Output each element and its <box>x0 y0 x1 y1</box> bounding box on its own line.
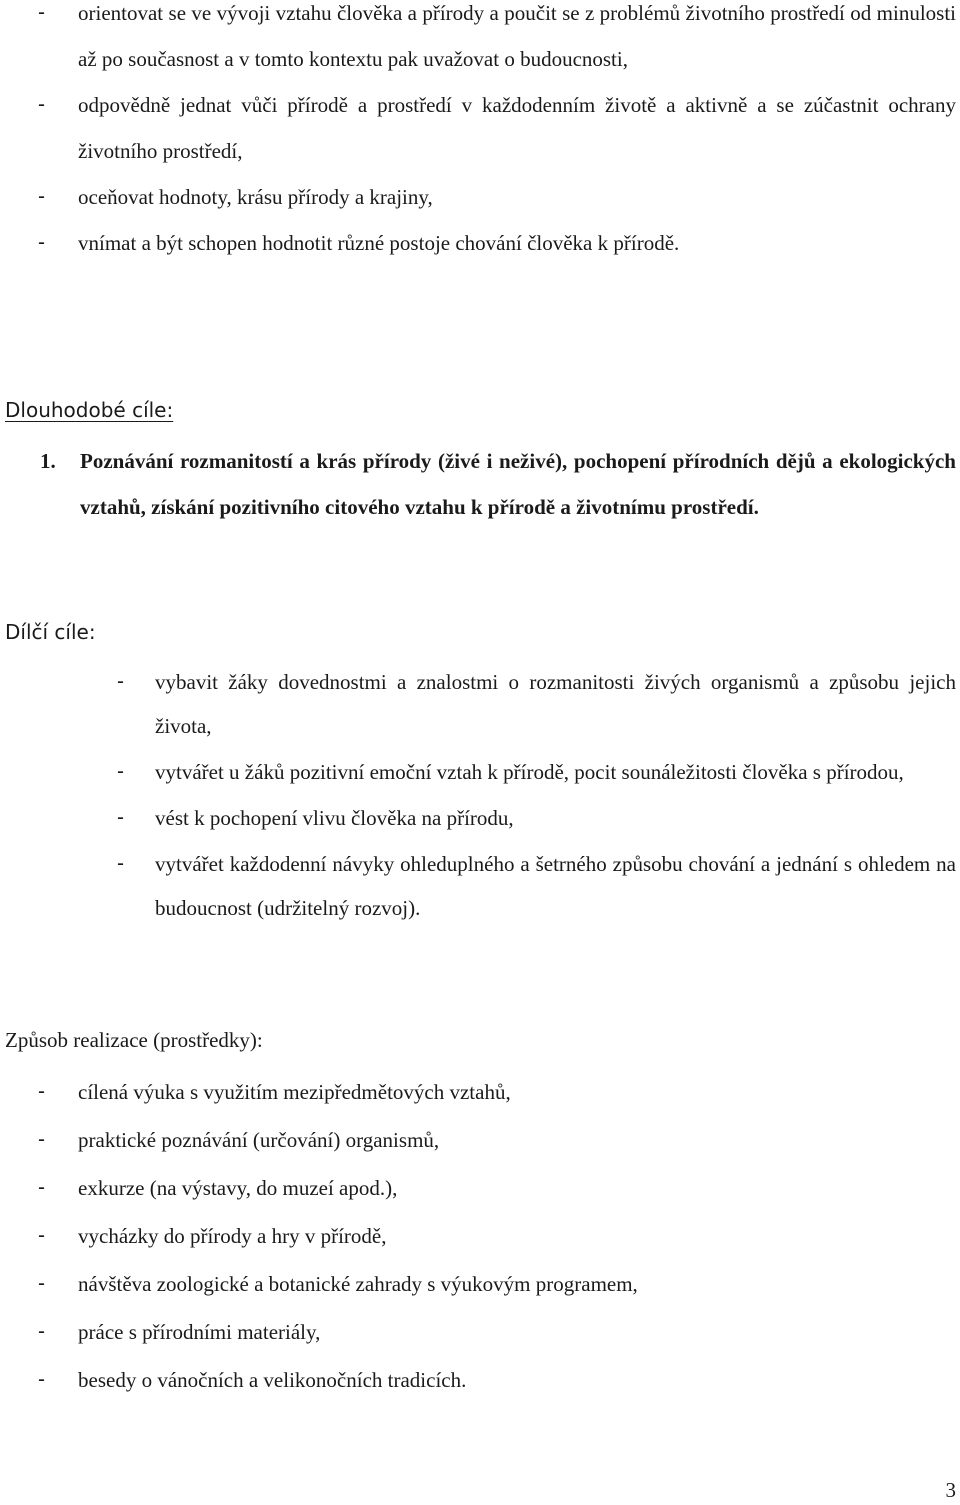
dash-marker: - <box>117 806 124 829</box>
dash-marker: - <box>38 1272 45 1295</box>
list-item <box>38 1116 956 1164</box>
list-item <box>38 1308 956 1356</box>
list-item-text: cílená výuka s využitím mezipředmětových vztahů, <box>78 1080 511 1104</box>
dash-marker: - <box>38 1128 45 1151</box>
goal-text: Poznávání rozmanitostí a krás přírody (živé i neživé), pochopení přírodních dějů a ekologických vztahů, získání pozitivního citového vztahu k přírodě a životnímu prostředí. <box>80 449 956 519</box>
list-item-text: exkurze (na výstavy, do muzeí apod.), <box>78 1176 398 1200</box>
means-list <box>38 1068 956 1404</box>
long-term-goals-heading: Dlouhodobé cíle: <box>5 398 174 422</box>
partial-goals-list <box>117 660 956 932</box>
list-item <box>38 1356 956 1404</box>
dash-marker: - <box>38 1320 45 1343</box>
list-item <box>38 1068 956 1116</box>
dash-marker: - <box>38 185 45 208</box>
list-item-text: vytvářet u žáků pozitivní emoční vztah k přírodě, pocit sounáležitosti člověka s přírodou, <box>155 760 904 784</box>
list-item-text: vést k pochopení vlivu člověka na přírodu, <box>155 806 514 830</box>
dash-marker: - <box>38 93 45 116</box>
list-item-text: praktické poznávání (určování) organismů, <box>78 1128 440 1152</box>
list-item <box>38 0 956 82</box>
long-term-goal <box>40 438 956 530</box>
list-item-text: vytvářet každodenní návyky ohleduplného a šetrného způsobu chování a jednání s ohledem na budoucnost (udržitelný rozvoj). <box>155 852 956 920</box>
dash-marker: - <box>38 1368 45 1391</box>
list-item-text: orientovat se ve vývoji vztahu člověka a přírody a poučit se z problémů životního prostředí od minulosti až po současnost a v tomto kontextu pak uvažovat o budoucnosti, <box>78 1 956 71</box>
dash-marker: - <box>38 231 45 254</box>
list-item <box>38 1260 956 1308</box>
goal-number: 1. <box>40 449 56 473</box>
list-item <box>38 82 956 174</box>
partial-goals-heading: Dílčí cíle: <box>5 620 96 644</box>
list-item-text: vnímat a být schopen hodnotit různé postoje chování člověka k přírodě. <box>78 231 680 255</box>
list-item-text: oceňovat hodnoty, krásu přírody a krajiny, <box>78 185 433 209</box>
dash-marker: - <box>117 760 124 783</box>
list-item <box>117 660 956 748</box>
list-item-text: odpovědně jednat vůči přírodě a prostředí v každodenním životě a aktivně a se zúčastnit ochrany životního prostředí, <box>78 93 956 163</box>
means-heading: Způsob realizace (prostředky): <box>5 1028 263 1052</box>
top-bullet-list <box>38 0 956 266</box>
list-item-text: návštěva zoologické a botanické zahrady s výukovým programem, <box>78 1272 638 1296</box>
dash-marker: - <box>38 1080 45 1103</box>
list-item-text: vybavit žáky dovednostmi a znalostmi o rozmanitosti živých organismů a způsobu jejich života, <box>155 670 956 738</box>
list-item <box>38 1164 956 1212</box>
list-item <box>117 842 956 930</box>
list-item <box>117 750 956 794</box>
dash-marker: - <box>38 1224 45 1247</box>
dash-marker: - <box>117 670 124 693</box>
list-item <box>117 796 956 840</box>
list-item-text: besedy o vánočních a velikonočních tradicích. <box>78 1368 467 1392</box>
list-item <box>38 174 956 220</box>
list-item-text: vycházky do přírody a hry v přírodě, <box>78 1224 387 1248</box>
dash-marker: - <box>117 852 124 875</box>
list-item <box>38 1212 956 1260</box>
page-number: 3 <box>945 1478 956 1502</box>
dash-marker: - <box>38 1 45 24</box>
dash-marker: - <box>38 1176 45 1199</box>
list-item <box>38 220 956 266</box>
list-item-text: práce s přírodními materiály, <box>78 1320 321 1344</box>
